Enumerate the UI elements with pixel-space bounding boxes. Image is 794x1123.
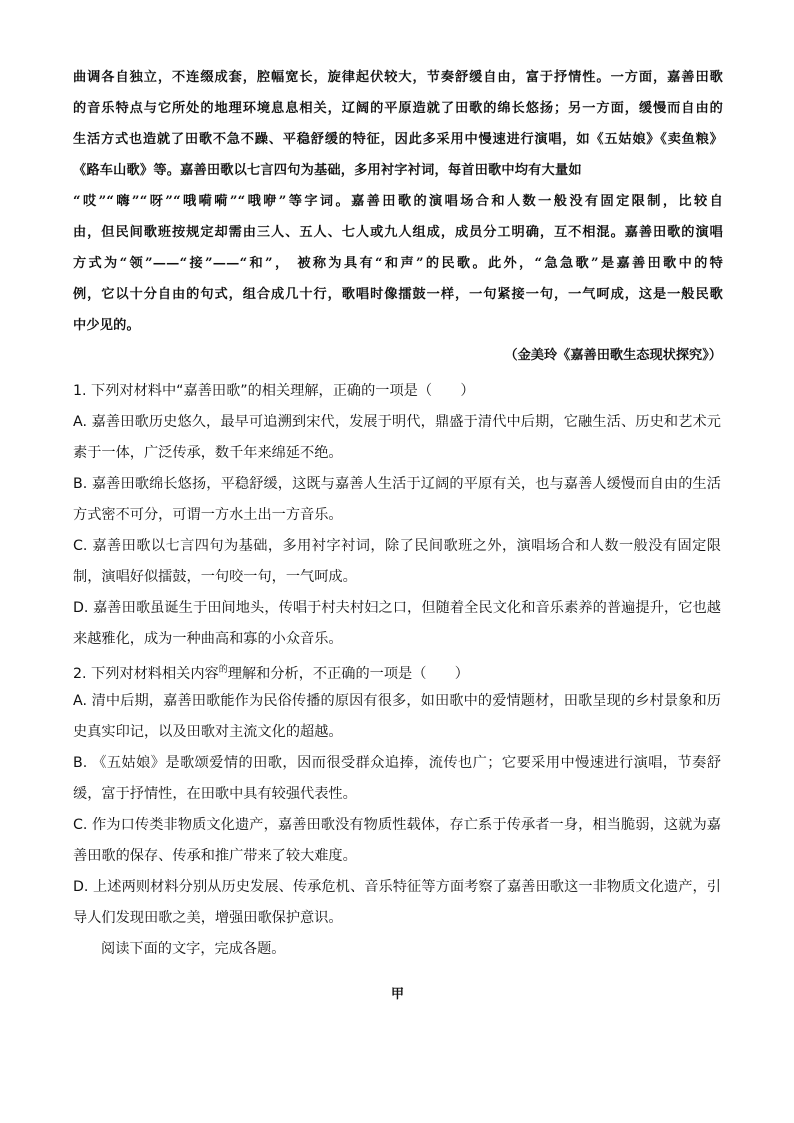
- question-1-stem: 1. 下列对材料中“嘉善田歌”的相关理解，正确的一项是（ ）: [73, 383, 475, 399]
- material-line: 曲调各自独立，不连缀成套，腔幅宽长，旋律起伏较大，节奏舒缓自由，富于抒情性。一方面，嘉善田歌: [73, 70, 723, 85]
- question-2-option-a-cont: 史真实印记，以及田歌对主流文化的超越。: [73, 724, 343, 740]
- reading-material: [73, 62, 723, 341]
- question-1-option-d-cont: 来越雅化，成为一种曲高和寡的小众音乐。: [73, 631, 343, 647]
- question-2-stem-part: 理解和分析，不正确的一项是（ ）: [227, 666, 469, 682]
- question-2-stem-superscript: 的: [218, 665, 228, 675]
- section-heading: 甲: [391, 987, 405, 1002]
- question-2-option-d-cont: 导人们发现田歌之美，增强田歌保护意识。: [73, 910, 343, 926]
- question-2-option-b: B. 《五姑娘》是歌颂爱情的田歌，因而很受群众追捧，流传也广；它要采用中慢速进行演唱，节奏舒: [73, 755, 721, 771]
- material-line: 中少见的。: [73, 318, 140, 333]
- question-1-option-d: D. 嘉善田歌虽诞生于田间地头，传唱于村夫村妇之口，但随着全民文化和音乐素养的普遍提升，它也越: [73, 600, 721, 616]
- question-2-option-c: C. 作为口传类非物质文化遗产，嘉善田歌没有物质性载体，存亡系于传承者一身，相当脆弱，这就为嘉: [73, 817, 721, 833]
- question-1-option-b-cont: 方式密不可分，可谓一方水土出一方音乐。: [73, 507, 343, 523]
- reading-instruction: 阅读下面的文字，完成各题。: [101, 941, 286, 957]
- question-1-option-b: B. 嘉善田歌绵长悠扬，平稳舒缓，这既与嘉善人生活于辽阔的平原有关，也与嘉善人缓慢而自由的生活: [73, 476, 721, 492]
- question-2-option-b-cont: 缓，富于抒情性，在田歌中具有较强代表性。: [73, 786, 357, 802]
- question-2-option-a: A. 清中后期，嘉善田歌能作为民俗传播的原因有很多，如田歌中的爱情题材，田歌呈现的乡村景象和历: [73, 693, 721, 709]
- material-line: 生活方式也造就了田歌不急不躁、平稳舒缓的特征，因此多采用中慢速进行演唱，如《五姑娘》《卖鱼粮》: [73, 132, 723, 147]
- material-line: 例，它以十分自由的句式，组合成几十行，歌唱时像擂鼓一样，一句紧接一句，一气呵成，这是一般民歌: [73, 287, 723, 302]
- material-source: （金美玲《嘉善田歌生态现状探究》）: [504, 348, 722, 363]
- question-2-option-c-cont: 善田歌的保存、传承和推广带来了较大难度。: [73, 848, 357, 864]
- question-2-option-d: D. 上述两则材料分别从历史发展、传承危机、音乐特征等方面考察了嘉善田歌这一非物质文化遗产，引: [73, 879, 721, 895]
- question-1-option-a-cont: 素于一体，广泛传承，数千年来绵延不绝。: [73, 445, 343, 461]
- question-2-stem: [73, 655, 721, 686]
- question-2-stem-part: 2. 下列对材料相关内容: [73, 666, 219, 682]
- material-line: 《路车山歌》等。嘉善田歌以七言四句为基础，多用衬字衬词，每首田歌中均有大量如: [73, 163, 582, 178]
- material-line: 方式为“领”——“接”——“和”， 被称为具有“和声”的民歌。此外，“急急歌”是嘉善田歌中的特: [73, 256, 723, 271]
- question-1-option-c-cont: 制，演唱好似擂鼓，一句咬一句，一气呵成。: [73, 569, 357, 585]
- material-line: 的音乐特点与它所处的地理环境息息相关，辽阔的平原造就了田歌的绵长悠扬；另一方面，缓慢而自由的: [73, 101, 723, 116]
- material-line: 由，但民间歌班按规定却需由三人、五人、七人或九人组成，成员分工明确，互不相混。嘉善田歌的演唱: [73, 225, 723, 240]
- material-line: “哎”“嗨”“呀”“哦嗬嗬”“哦咿”等字词。嘉善田歌的演唱场合和人数一般没有固定限制，比较自: [73, 194, 723, 209]
- question-1-option-a: A. 嘉善田歌历史悠久，最早可追溯到宋代，发展于明代，鼎盛于清代中后期，它融生活、历史和艺术元: [73, 414, 721, 430]
- question-list: [73, 376, 721, 965]
- question-1-option-c: C. 嘉善田歌以七言四句为基础，多用衬字衬词，除了民间歌班之外，演唱场合和人数一般没有固定限: [73, 538, 721, 554]
